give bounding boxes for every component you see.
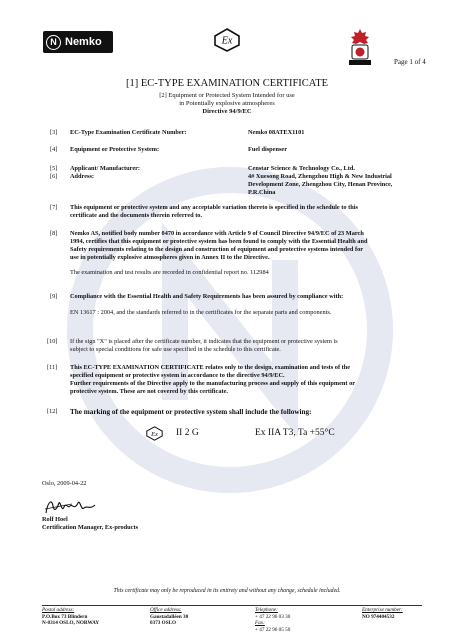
paragraph-line: certificate and the documents therein referred to. (70, 212, 203, 219)
field-number: [6] (50, 173, 58, 180)
telephone-value: + 47 22 96 03 30 (255, 613, 291, 620)
paragraph-line: Further requirements of the Directive apply to the manufacturing process and supply of this equipment or (70, 380, 356, 387)
nemko-logo-text: Nemko (65, 36, 102, 48)
cert-number-label: EC-Type Examination Certificate Number: (70, 129, 187, 136)
reproduction-note: This certificate may only be reproduced in its entirety and without any change, schedule included. (113, 588, 341, 594)
fax-label: Fax: (255, 620, 265, 626)
paragraph-line: Safety requirements relating to the design and construction of equipment and protective systems intended for (70, 246, 364, 253)
paragraph-number: [9] (50, 293, 58, 300)
paragraph-line: Nemko AS, notified body number 0470 in accordance with Article 9 of Council Directive 94/9/EC of 23 March (70, 230, 364, 237)
paragraph-line: This equipment or protective system and any acceptable variation thereto is specified in the schedule to this (70, 204, 358, 211)
nemko-n-icon: N (46, 35, 61, 50)
ex-marking-icon (146, 426, 163, 441)
paragraph-line: 1994, certifies that this equipment or protective system has been found to comply with the Essential Health and (70, 238, 368, 245)
paragraph-line: use in potentially explosive atmospheres given in Annex II to the Directive. (70, 254, 270, 261)
equipment-label: Equipment or Protective System: (70, 146, 160, 153)
postal-label: Postal address: (42, 607, 75, 613)
page-number: Page 1 of 4 (394, 58, 426, 66)
office-line: Gaustadalléen 30 (150, 613, 189, 620)
footer-phone (255, 607, 290, 633)
title-line-4: Directive 94/9/EC (202, 108, 252, 115)
field-number: [5] (50, 165, 58, 172)
paragraph-number: [8] (50, 230, 58, 237)
nemko-logo (43, 31, 113, 53)
equipment-value: Fuel dispenser (248, 146, 288, 153)
paragraph-number: [10] (47, 338, 58, 345)
signatory-role: Certification Manager, Ex-products (42, 524, 139, 531)
paragraph-number: [11] (47, 364, 58, 371)
postal-line: N-0314 OSLO, NORWAY (42, 620, 100, 626)
cert-number-value: Nemko 08ATEX1101 (248, 129, 305, 136)
footer-divider (42, 605, 422, 606)
telephone-label: Telephone: (255, 607, 278, 613)
address-line: Development Zone, Zhengzhou City, Henan Province, (248, 181, 393, 188)
title-line-2: [2] Equipment or Protected System Intended for use (159, 92, 295, 99)
paragraph-number: [7] (50, 204, 58, 211)
title-line-3: in Potentially explosive atmospheres (179, 100, 275, 107)
paragraph-line: The examination and test results are recorded in confidential report no. 112984 (70, 269, 269, 276)
address-line: 4# Xuesong Road, Zhengzhou High & New Industrial (248, 173, 392, 180)
footer-enterprise (362, 607, 403, 620)
applicant-label: Applicant/ Manufacturer: (70, 165, 141, 172)
applicant-value: Censtar Science & Technology Co., Ltd. (248, 165, 355, 172)
footer-postal (42, 607, 99, 627)
office-line: 0373 OSLO (150, 620, 177, 626)
paragraph-line: The marking of the equipment or protective system shall include the following: (70, 408, 312, 416)
paragraph-line: If the sign "X" is placed after the certificate number, it indicates that the equipment or protective system is (70, 338, 338, 345)
signatory-name: Rolf Hoel (42, 516, 68, 523)
field-number: [3] (50, 129, 58, 136)
paragraph-line: EN 13617 : 2004, and the standards referred to in the certificates for the separate parts and components. (70, 309, 332, 316)
marking-group: II 2 G (176, 428, 199, 438)
certificate-title: [1] EC-TYPE EXAMINATION CERTIFICATE (125, 78, 329, 89)
office-label: Office address: (150, 607, 182, 613)
paragraph-line: Compliance with the Essential Health and Safety Requirements has been assured by compliance with: (70, 293, 344, 300)
postal-line: P.O.Box 73 Blindern (42, 613, 88, 620)
paragraph-line: protective system. These are not covered by this certificate. (70, 388, 228, 395)
paragraph-line: subject to special conditions for safe use specified in the schedule to this certificate. (70, 346, 281, 353)
marking-protection: Ex IIA T3, Ta +55°C (255, 428, 335, 438)
field-number: [4] (50, 146, 58, 153)
address-line: P.R.China (248, 189, 276, 196)
enterprise-value: NO 974404532 (362, 613, 395, 620)
paragraph-line: This EC-TYPE EXAMINATION CERTIFICATE relates only to the design, examination and tests of the (70, 364, 351, 371)
address-label: Address: (70, 173, 95, 180)
footer-office (150, 607, 188, 627)
svg-text:Ex: Ex (221, 35, 233, 47)
ex-hexagon-icon (214, 28, 240, 52)
fax-value: + 47 22 96 05 50 (255, 626, 291, 633)
paragraph-line: specified equipment or protective system in accordance to the directive 94/9/EC. (70, 372, 285, 379)
paragraph-number: [12] (47, 408, 58, 415)
enterprise-label: Enterprise number: (362, 607, 403, 613)
place-date: Oslo, 2009-04-22 (42, 480, 87, 487)
ex-marking-text: Ex (151, 431, 158, 438)
accreditation-seal-icon (340, 27, 380, 67)
signature-image (42, 497, 102, 517)
